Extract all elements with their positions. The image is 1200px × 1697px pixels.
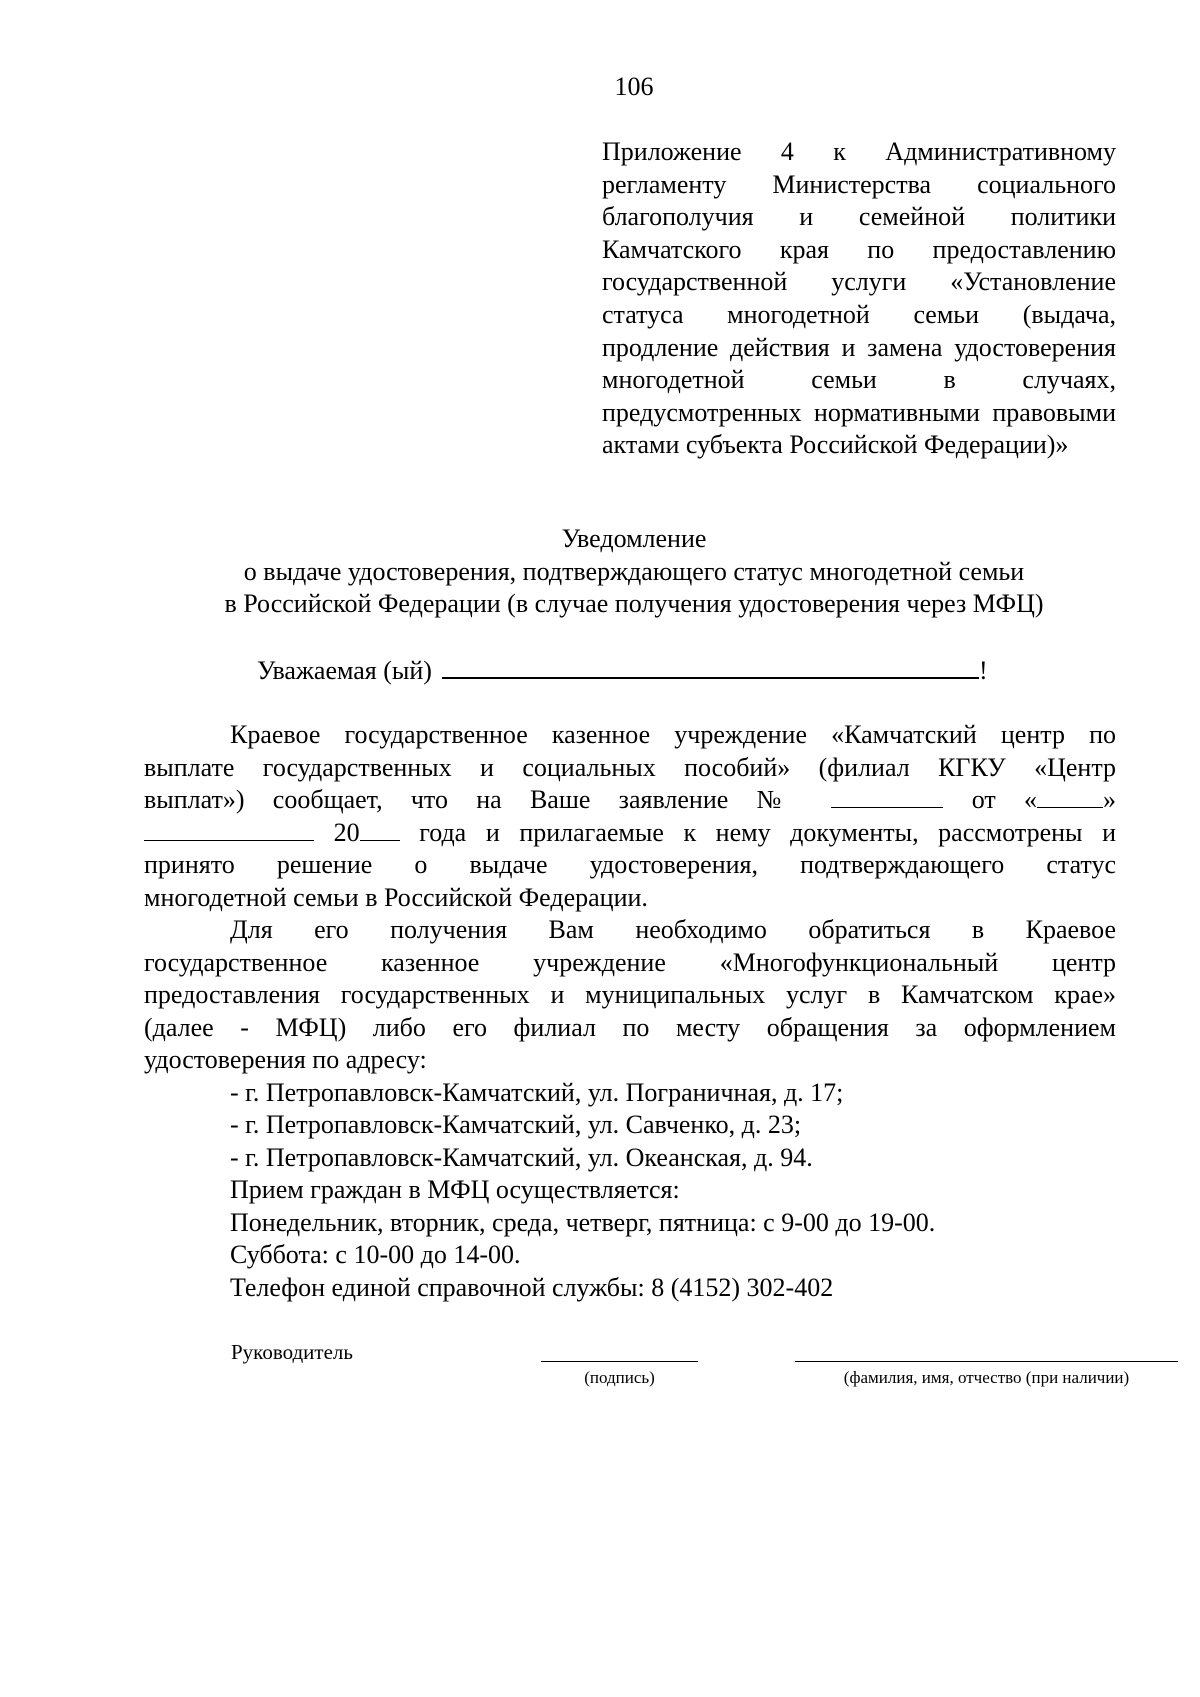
- body-text: »: [1103, 785, 1117, 814]
- year-blank: [360, 818, 400, 841]
- body-text: 20: [333, 817, 360, 847]
- body-line: удостоверения по адресу:: [144, 1045, 427, 1074]
- body-line: (далее - МФЦ) либо его филиал по месту обращения за оформлением: [144, 1012, 1116, 1042]
- day-blank: [1037, 785, 1103, 808]
- title-subtitle-line-1: о выдаче удостоверения, подтверждающего статус многодетной семьи: [243, 556, 1025, 586]
- body-line: Для его получения Вам необходимо обратиться в Краевое: [230, 915, 1116, 944]
- salutation: [257, 655, 988, 687]
- salutation-exclamation: !: [978, 656, 988, 685]
- notification-body: [144, 719, 1116, 1304]
- body-line: многодетной семьи в Российской Федерации.: [144, 882, 648, 912]
- body-line: выплате государственных и социальных пособий» (филиал КГКУ «Центр: [144, 752, 1116, 782]
- body-line: Краевое государственное казенное учреждение «Камчатский центр по: [230, 720, 1116, 749]
- title-subtitle-line-2: в Российской Федерации (в случае получения удостоверения через МФЦ): [224, 589, 1044, 618]
- body-text: выплат») сообщает, что на Ваше заявление №: [144, 785, 804, 814]
- body-line: принято решение о выдаче удостоверения, подтверждающего статус: [144, 850, 1116, 879]
- full-name-line: [795, 1361, 1178, 1362]
- body-line: [144, 817, 1116, 850]
- signature-block: [0, 1340, 1200, 1400]
- application-number-blank: [831, 785, 943, 808]
- body-line: [144, 784, 1116, 817]
- schedule-saturday: Суббота: с 10-00 до 14-00.: [230, 1240, 521, 1269]
- signature-label: Руководитель: [231, 1340, 353, 1364]
- document-title: [60, 523, 1200, 621]
- page-number: 106: [614, 72, 654, 101]
- address-item: - г. Петропавловск-Камчатский, ул. Пограничная, д. 17;: [230, 1077, 844, 1107]
- signature-line: [541, 1361, 698, 1362]
- full-name-caption: (фамилия, имя, отчество (при наличии): [843, 1368, 1130, 1387]
- body-text: от «: [971, 785, 1038, 814]
- body-line: государственное казенное учреждение «Многофункциональный центр: [144, 947, 1116, 977]
- body-text: года и прилагаемые к нему документы, рассмотрены и: [419, 817, 1116, 847]
- month-blank: [144, 818, 314, 841]
- annex-header: Приложение 4 к Административному регламенту Министерства социального благополучия и семейной политики Камчатского края по предоставлению государственной услуги «Установление статуса многодетной семьи (выдача, продление действия и замена удостоверения многодетной семьи в случаях, предусмотренных нормативными правовыми актами субъекта Российской Федерации)»: [602, 137, 1116, 460]
- salutation-text: Уважаемая (ый): [257, 656, 432, 685]
- body-line: предоставления государственных и муниципальных услуг в Камчатском крае»: [144, 980, 1116, 1009]
- schedule-weekdays: Понедельник, вторник, среда, четверг, пятница: с 9-00 до 19-00.: [230, 1207, 936, 1237]
- phone-info: Телефон единой справочной службы: 8 (4152) 302-402: [230, 1272, 834, 1302]
- recipient-name-blank: [442, 655, 979, 679]
- reception-title: Прием граждан в МФЦ осуществляется:: [230, 1175, 680, 1204]
- address-item: - г. Петропавловск-Камчатский, ул. Савченко, д. 23;: [230, 1110, 802, 1139]
- address-item: - г. Петропавловск-Камчатский, ул. Океанская, д. 94.: [230, 1142, 813, 1172]
- signature-caption: (подпись): [584, 1368, 655, 1387]
- title-heading: Уведомление: [561, 524, 707, 553]
